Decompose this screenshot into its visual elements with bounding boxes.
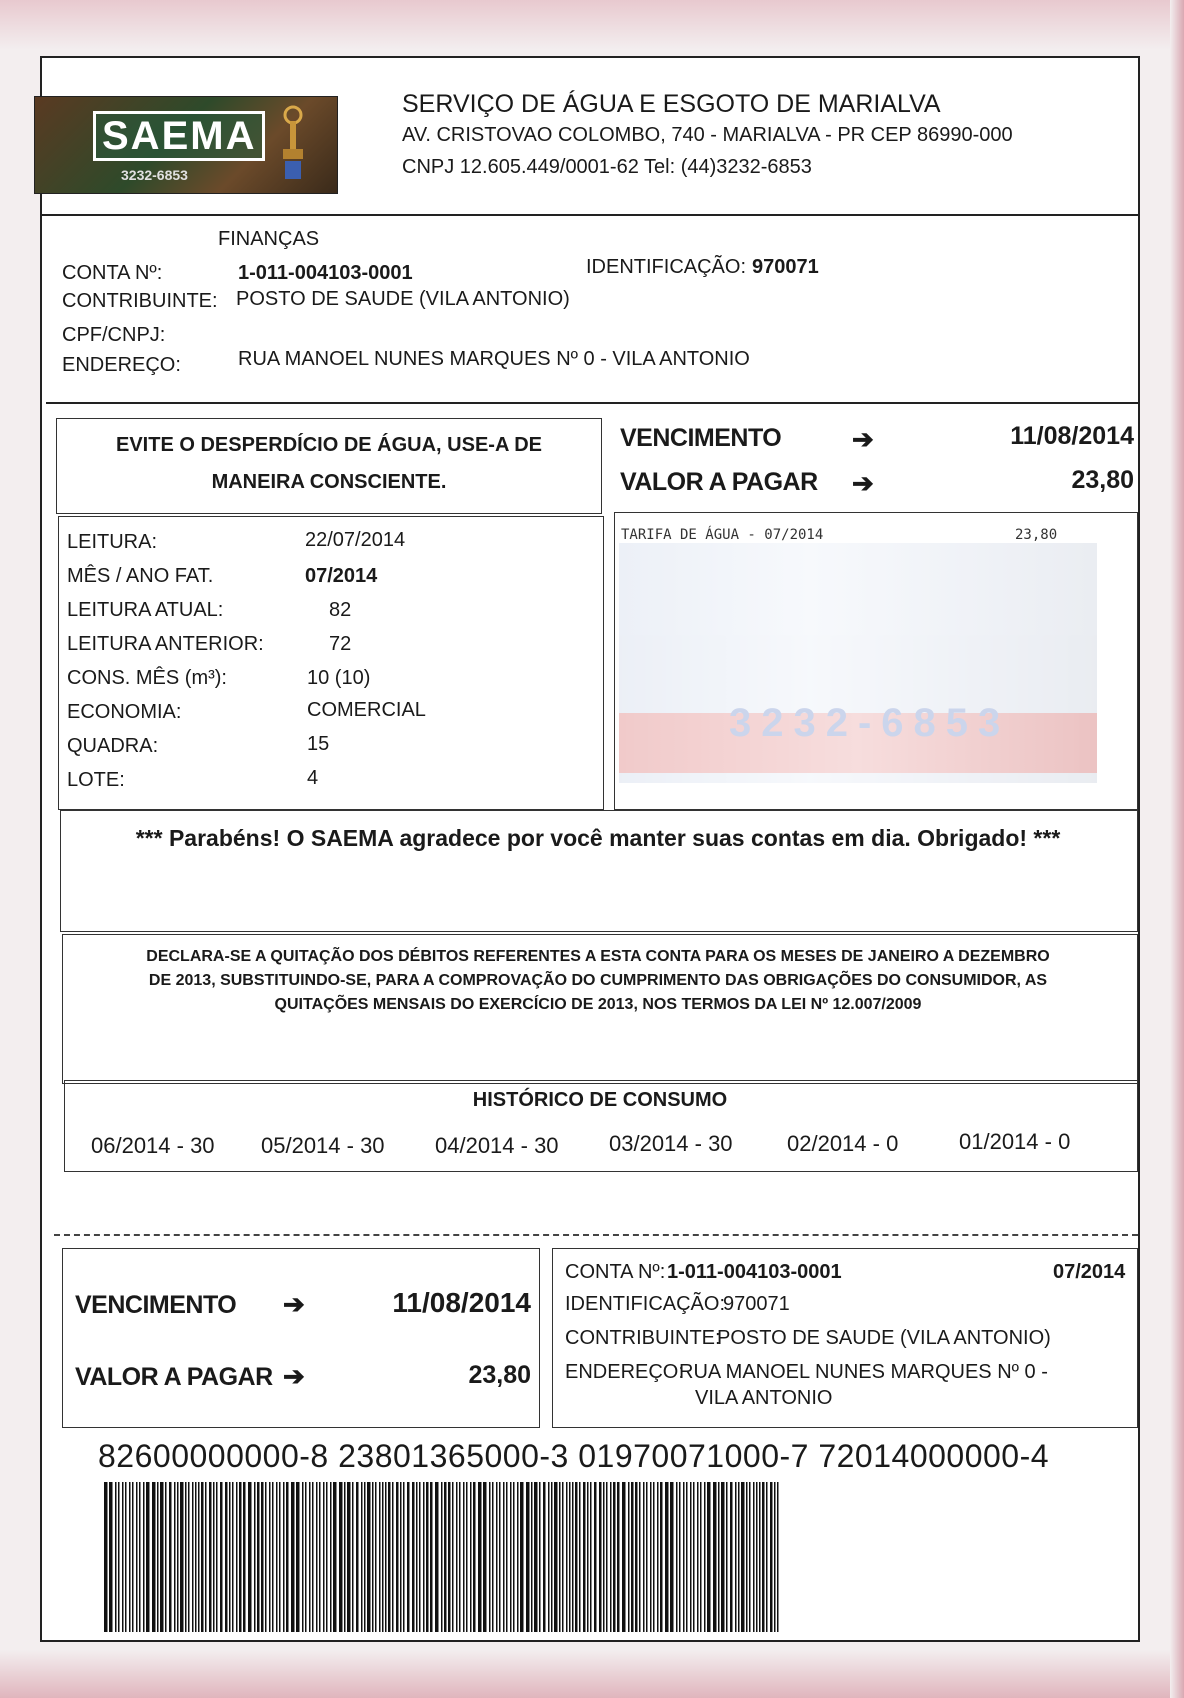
barcode-bar xyxy=(160,1482,164,1632)
barcode-bar xyxy=(448,1482,451,1632)
barcode-bar xyxy=(361,1482,363,1632)
barcode-bar xyxy=(603,1482,605,1632)
barcode-bar xyxy=(407,1482,410,1632)
barcode-bar xyxy=(296,1482,300,1632)
barcode-bar xyxy=(707,1482,711,1632)
reading-date: 22/07/2014 xyxy=(305,529,406,551)
address-label: ENDEREÇO: xyxy=(62,354,181,376)
stub-amount: 23,80 xyxy=(468,1361,531,1389)
lot-label: LOTE: xyxy=(67,769,125,791)
barcode-bar xyxy=(543,1482,546,1632)
barcode-bar xyxy=(690,1482,692,1632)
stub-taxpayer-label: CONTRIBUINTE: xyxy=(565,1327,721,1349)
amount-due: 23,80 xyxy=(1071,466,1134,494)
barcode-bar xyxy=(718,1482,720,1632)
stub-account-box xyxy=(552,1248,1138,1428)
barcode-bar xyxy=(225,1482,228,1632)
address-value: RUA MANOEL NUNES MARQUES Nº 0 - VILA ANTONIO xyxy=(238,348,750,370)
barcode-bar xyxy=(559,1482,561,1632)
barcode-bar xyxy=(382,1482,384,1632)
stub-account-number: 1-011-004103-0001 xyxy=(667,1261,842,1283)
barcode-bar xyxy=(635,1482,638,1632)
barcode-bar xyxy=(503,1482,505,1632)
billing-month: 07/2014 xyxy=(305,565,378,587)
barcode-bar xyxy=(478,1482,482,1632)
account-divider xyxy=(46,402,1138,404)
barcode-bar xyxy=(143,1482,145,1632)
barcode-bar xyxy=(323,1482,325,1632)
barcode-bar xyxy=(261,1482,264,1632)
barcode-bar xyxy=(660,1482,663,1632)
barcode-bar xyxy=(177,1482,179,1632)
stub-due-date-label: VENCIMENTO xyxy=(75,1291,237,1319)
barcode-bar xyxy=(104,1482,108,1632)
barcode-bar xyxy=(412,1482,415,1632)
barcode-bar xyxy=(209,1482,212,1632)
account-number-label: CONTA Nº: xyxy=(62,262,163,284)
stub-amount-label: VALOR A PAGAR xyxy=(75,1363,273,1391)
barcode-bar xyxy=(403,1482,405,1632)
due-date-label: VENCIMENTO xyxy=(620,424,782,452)
previous-reading-label: LEITURA ANTERIOR: xyxy=(67,633,264,655)
barcode-bar xyxy=(499,1482,501,1632)
taxpayer-value: POSTO DE SAUDE (VILA ANTONIO) xyxy=(236,288,570,310)
watermark-image xyxy=(619,543,1097,783)
barcode-bar xyxy=(344,1482,346,1632)
barcode-bar xyxy=(291,1482,295,1632)
history-title: HISTÓRICO DE CONSUMO xyxy=(472,1089,728,1111)
saema-logo xyxy=(34,96,338,194)
meter-reading-panel xyxy=(58,516,604,810)
barcode-bar xyxy=(319,1482,321,1632)
history-item: 02/2014 - 0 xyxy=(787,1131,899,1156)
barcode-bar xyxy=(416,1482,418,1632)
barcode-bar xyxy=(539,1482,541,1632)
barcode-bar xyxy=(726,1482,728,1632)
barcode-bar xyxy=(766,1482,768,1632)
barcode-bar xyxy=(192,1482,194,1632)
barcode-bar xyxy=(713,1482,717,1632)
org-name: SERVIÇO DE ÁGUA E ESGOTO DE MARIALVA xyxy=(402,90,941,118)
barcode-bar xyxy=(279,1482,281,1632)
barcode xyxy=(104,1482,784,1632)
barcode-bar xyxy=(146,1482,150,1632)
barcode-bar xyxy=(333,1482,337,1632)
stub-identification-label: IDENTIFICAÇÃO: xyxy=(565,1293,726,1315)
barcode-bar xyxy=(205,1482,207,1632)
barcode-bar xyxy=(276,1482,278,1632)
current-reading: 82 xyxy=(329,599,352,621)
history-item: 03/2014 - 30 xyxy=(609,1131,733,1156)
barcode-bar xyxy=(683,1482,685,1632)
barcode-bar xyxy=(483,1482,487,1632)
barcode-bar xyxy=(631,1482,634,1632)
barcode-bar xyxy=(670,1482,674,1632)
barcode-bar xyxy=(506,1482,508,1632)
barcode-bar xyxy=(575,1482,578,1632)
barcode-bar xyxy=(254,1482,256,1632)
notice-line-2: MANEIRA CONSCIENTE. xyxy=(211,471,447,493)
barcode-bar xyxy=(643,1482,645,1632)
barcode-bar xyxy=(606,1482,608,1632)
barcode-bar xyxy=(496,1482,498,1632)
reading-date-label: LEITURA: xyxy=(67,531,158,553)
conservation-notice xyxy=(56,418,602,514)
barcode-bar xyxy=(646,1482,648,1632)
barcode-bar xyxy=(517,1482,519,1632)
barcode-bar xyxy=(441,1482,443,1632)
barcode-bar xyxy=(686,1482,688,1632)
stub-address-line-2: VILA ANTONIO xyxy=(695,1387,833,1409)
barcode-bar xyxy=(129,1482,131,1632)
barcode-bar xyxy=(741,1482,745,1632)
barcode-bar xyxy=(257,1482,260,1632)
barcode-bar xyxy=(169,1482,172,1632)
barcode-bar xyxy=(456,1482,458,1632)
lot-value: 4 xyxy=(307,767,319,789)
barcode-bar xyxy=(599,1482,602,1632)
barcode-bar xyxy=(749,1482,751,1632)
barcode-digits: 82600000000-8 23801365000-3 01970071000-7 72014000000-4 xyxy=(98,1438,1050,1474)
debt-clearance-declaration-box xyxy=(62,934,1138,1084)
barcode-bar xyxy=(774,1482,776,1632)
barcode-bar xyxy=(587,1482,589,1632)
barcode-bar xyxy=(400,1482,402,1632)
barcode-bar xyxy=(312,1482,314,1632)
barcode-bar xyxy=(554,1482,558,1632)
barcode-bar xyxy=(579,1482,581,1632)
barcode-bar xyxy=(180,1482,184,1632)
barcode-bar xyxy=(513,1482,515,1632)
barcode-bar xyxy=(534,1482,538,1632)
barcode-bar xyxy=(269,1482,271,1632)
barcode-bar xyxy=(195,1482,197,1632)
barcode-bar xyxy=(347,1482,351,1632)
barcode-bar xyxy=(665,1482,669,1632)
barcode-bar xyxy=(286,1482,289,1632)
amount-due-label: VALOR A PAGAR xyxy=(620,468,818,496)
barcode-bar xyxy=(229,1482,231,1632)
stub-address-label: ENDEREÇO: xyxy=(565,1361,684,1383)
barcode-bar xyxy=(473,1482,476,1632)
barcode-bar xyxy=(526,1482,530,1632)
barcode-bar xyxy=(697,1482,699,1632)
notice-line-1: EVITE O DESPERDÍCIO DE ÁGUA, USE-A DE xyxy=(116,434,542,456)
barcode-bar xyxy=(305,1482,307,1632)
barcode-bar xyxy=(352,1482,354,1632)
barcode-bar xyxy=(430,1482,433,1632)
barcode-bar xyxy=(423,1482,425,1632)
barcode-bar xyxy=(676,1482,678,1632)
header-divider xyxy=(42,214,1138,216)
arrow-right-icon: ➔ xyxy=(283,1289,305,1319)
barcode-bar xyxy=(339,1482,343,1632)
barcode-bar xyxy=(392,1482,394,1632)
barcode-bar xyxy=(759,1482,761,1632)
logo-phone: 3232-6853 xyxy=(121,167,188,183)
thank-you-message-box xyxy=(60,810,1138,932)
block-label: QUADRA: xyxy=(67,735,159,757)
barcode-bar xyxy=(236,1482,238,1632)
barcode-bar xyxy=(435,1482,439,1632)
barcode-bar xyxy=(109,1482,113,1632)
arrow-right-icon: ➔ xyxy=(283,1361,305,1391)
barcode-bar xyxy=(510,1482,512,1632)
barcode-bar xyxy=(583,1482,586,1632)
economy-label: ECONOMIA: xyxy=(67,701,182,723)
barcode-bar xyxy=(622,1482,626,1632)
barcode-bar xyxy=(551,1482,553,1632)
barcode-bar xyxy=(330,1482,332,1632)
due-date: 11/08/2014 xyxy=(1010,422,1134,450)
barcode-bar xyxy=(118,1482,120,1632)
barcode-bar xyxy=(283,1482,285,1632)
barcode-bar xyxy=(265,1482,267,1632)
tear-line xyxy=(54,1234,1138,1236)
barcode-bar xyxy=(562,1482,564,1632)
barcode-bar xyxy=(700,1482,702,1632)
barcode-bar xyxy=(653,1482,655,1632)
barcode-bar xyxy=(594,1482,597,1632)
history-item: 06/2014 - 30 xyxy=(91,1133,215,1158)
barcode-bar xyxy=(746,1482,748,1632)
barcode-bar xyxy=(566,1482,568,1632)
barcode-bar xyxy=(489,1482,491,1632)
stub-taxpayer-value: POSTO DE SAUDE (VILA ANTONIO) xyxy=(717,1327,1051,1349)
barcode-bar xyxy=(419,1482,421,1632)
barcode-bar xyxy=(201,1482,204,1632)
barcode-bar xyxy=(132,1482,134,1632)
barcode-bar xyxy=(174,1482,176,1632)
barcode-bar xyxy=(639,1482,641,1632)
charge-item-label: TARIFA DE ÁGUA - 07/2014 xyxy=(621,527,824,543)
barcode-bar xyxy=(735,1482,737,1632)
billing-month-label: MÊS / ANO FAT. xyxy=(67,565,214,587)
barcode-bar xyxy=(122,1482,124,1632)
barcode-bar xyxy=(466,1482,468,1632)
history-item: 05/2014 - 30 xyxy=(261,1133,385,1158)
barcode-bar xyxy=(762,1482,765,1632)
barcode-bar xyxy=(326,1482,328,1632)
charge-item-value: 23,80 xyxy=(1015,527,1058,543)
monthly-consumption: 10 (10) xyxy=(307,667,371,689)
barcode-bar xyxy=(657,1482,659,1632)
barcode-bar xyxy=(628,1482,630,1632)
org-address: AV. CRISTOVAO COLOMBO, 740 - MARIALVA - PR CEP 86990-000 xyxy=(402,124,1013,146)
barcode-bar xyxy=(364,1482,366,1632)
logo-wordmark: SAEMA xyxy=(93,111,265,161)
page-background-top xyxy=(0,0,1184,50)
barcode-bar xyxy=(531,1482,533,1632)
barcode-bar xyxy=(136,1482,138,1632)
barcode-bar xyxy=(139,1482,141,1632)
org-cnpj-phone: CNPJ 12.605.449/0001-62 Tel: (44)3232-6853 xyxy=(402,156,812,178)
monthly-consumption-label: CONS. MÊS (m³): xyxy=(67,667,227,689)
barcode-bar xyxy=(165,1482,167,1632)
current-reading-label: LEITURA ATUAL: xyxy=(67,599,224,621)
barcode-bar xyxy=(316,1482,318,1632)
thank-you-message: *** Parabéns! O SAEMA agradece por você manter suas contas em dia. Obrigado! *** xyxy=(135,825,1061,851)
section-label: FINANÇAS xyxy=(218,228,320,250)
barcode-bar xyxy=(650,1482,652,1632)
barcode-bar xyxy=(613,1482,616,1632)
barcode-bar xyxy=(470,1482,472,1632)
barcode-bar xyxy=(590,1482,592,1632)
barcode-bar xyxy=(379,1482,381,1632)
barcode-bar xyxy=(452,1482,454,1632)
barcode-bar xyxy=(367,1482,371,1632)
barcode-bar xyxy=(239,1482,242,1632)
taxpayer-label: CONTRIBUINTE: xyxy=(62,290,218,312)
barcode-bar xyxy=(704,1482,706,1632)
barcode-bar xyxy=(198,1482,200,1632)
barcode-bar xyxy=(426,1482,429,1632)
history-item: 04/2014 - 30 xyxy=(435,1133,559,1158)
barcode-bar xyxy=(730,1482,733,1632)
barcode-bar xyxy=(188,1482,190,1632)
barcode-bar xyxy=(396,1482,399,1632)
stub-identification-value: 970071 xyxy=(723,1293,790,1315)
watermark-phone: 3232-6853 xyxy=(729,701,1011,745)
identification-label: IDENTIFICAÇÃO: xyxy=(586,256,747,278)
barcode-bar xyxy=(756,1482,758,1632)
barcode-bar xyxy=(753,1482,755,1632)
barcode-bar xyxy=(721,1482,725,1632)
economy-value: COMERCIAL xyxy=(307,699,426,721)
barcode-bar xyxy=(777,1482,779,1632)
block-value: 15 xyxy=(307,733,330,755)
barcode-bar xyxy=(375,1482,377,1632)
barcode-bar xyxy=(492,1482,494,1632)
barcode-bar xyxy=(548,1482,550,1632)
cpf-cnpj-label: CPF/CNPJ: xyxy=(62,324,166,346)
stub-due-box xyxy=(62,1248,540,1428)
stub-period: 07/2014 xyxy=(1053,1261,1126,1283)
charges-panel xyxy=(614,512,1138,810)
previous-reading: 72 xyxy=(329,633,352,655)
barcode-bar xyxy=(152,1482,156,1632)
barcode-bar xyxy=(444,1482,447,1632)
barcode-bar xyxy=(115,1482,117,1632)
barcode-bar xyxy=(248,1482,252,1632)
history-item: 01/2014 - 0 xyxy=(959,1129,1071,1154)
barcode-bar xyxy=(385,1482,387,1632)
barcode-bar xyxy=(572,1482,574,1632)
barcode-bar xyxy=(356,1482,359,1632)
page-edge xyxy=(1170,0,1184,1698)
barcode-bar xyxy=(185,1482,187,1632)
account-number: 1-011-004103-0001 xyxy=(238,262,413,284)
barcode-bar xyxy=(302,1482,304,1632)
barcode-bar xyxy=(770,1482,773,1632)
barcode-bar xyxy=(272,1482,274,1632)
barcode-bar xyxy=(738,1482,740,1632)
barcode-bar xyxy=(459,1482,461,1632)
barcode-bar xyxy=(220,1482,223,1632)
barcode-bar xyxy=(679,1482,681,1632)
stub-address-line-1: RUA MANOEL NUNES MARQUES Nº 0 - xyxy=(679,1361,1048,1383)
barcode-bar xyxy=(309,1482,311,1632)
barcode-bar xyxy=(610,1482,612,1632)
stub-account-label: CONTA Nº: xyxy=(565,1261,666,1283)
identification-value: 970071 xyxy=(752,256,819,278)
barcode-bar xyxy=(372,1482,374,1632)
barcode-bar xyxy=(243,1482,246,1632)
barcode-bar xyxy=(388,1482,391,1632)
barcode-bar xyxy=(157,1482,159,1632)
consumption-history xyxy=(64,1080,1138,1172)
water-bill xyxy=(40,56,1140,1642)
stub-due-date: 11/08/2014 xyxy=(392,1287,531,1318)
barcode-bar xyxy=(569,1482,571,1632)
barcode-bar xyxy=(520,1482,524,1632)
barcode-bar xyxy=(216,1482,218,1632)
barcode-bar xyxy=(463,1482,465,1632)
barcode-bar xyxy=(693,1482,695,1632)
debt-clearance-declaration: DECLARA-SE A QUITAÇÃO DOS DÉBITOS REFERENTES A ESTA CONTA PARA OS MESES DE JANEIRO A DEZEMBRO DE 2013, SUBSTITUINDO-SE, PARA A COMPROVAÇÃO DO CUMPRIMENTO DAS OBRIGAÇÕES DO CONSUMIDOR, AS QUITAÇÕES MENSAIS DO EXERCÍCIO DE 2013, NOS TERMOS DA LEI Nº 12.007/2009 xyxy=(146,948,1050,1013)
page-background-bottom xyxy=(0,1650,1184,1698)
barcode-bar xyxy=(125,1482,127,1632)
barcode-bar xyxy=(617,1482,620,1632)
faucet-icon xyxy=(271,105,315,185)
arrow-right-icon: ➔ xyxy=(852,468,874,498)
arrow-right-icon: ➔ xyxy=(852,424,874,454)
barcode-bar xyxy=(213,1482,215,1632)
barcode-bar xyxy=(232,1482,234,1632)
